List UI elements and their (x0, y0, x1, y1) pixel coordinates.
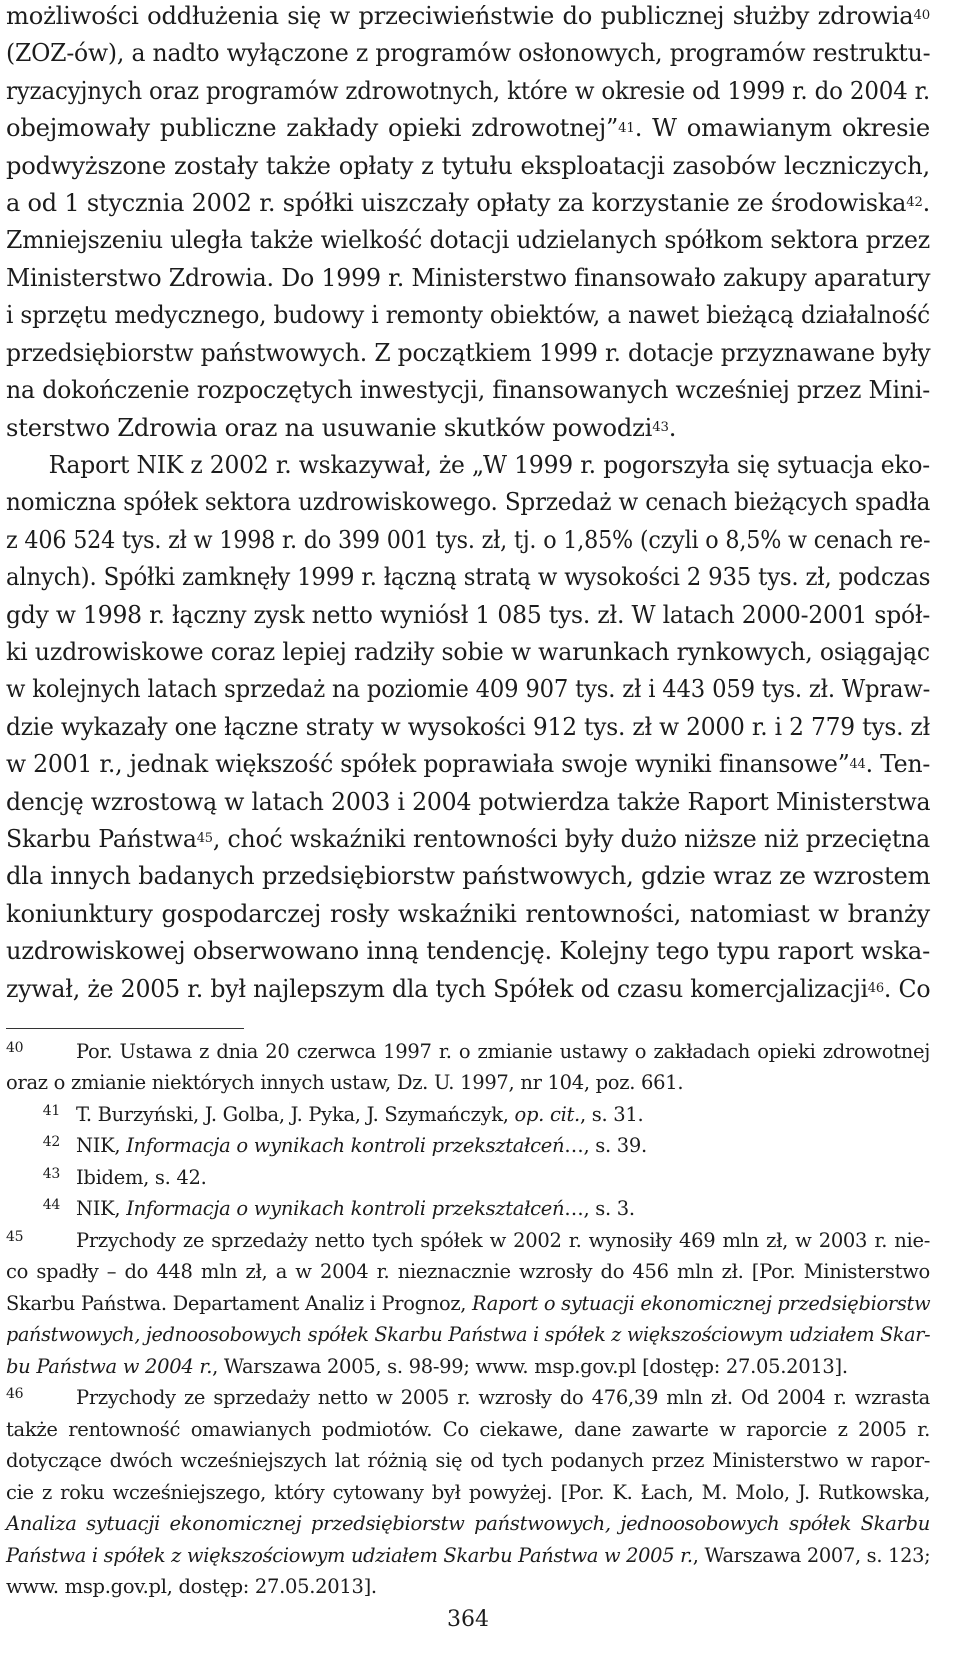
text-line: Skarbu Państwa$^{45}$, choć wskaźniki rentowności były dużo niższe niż przeciętna (6, 825, 931, 853)
footnote-separator (6, 1028, 244, 1029)
footnote-ref-41: 41 (618, 120, 635, 136)
text-line: możliwości oddłużenia się w przeciwieństwie do publicznej służby zdrowia$^{40}$ (6, 2, 930, 30)
footnote-ref-43: 43 (652, 419, 669, 435)
footnote-line: dotyczące dwóch wcześniejszych lat różnią się od tych podanych przez Ministerstwo w rapor- (6, 1449, 930, 1473)
text-line: nomiczna spółek sektora uzdrowiskowego. Sprzedaż w cenach bieżących spadła (6, 488, 931, 517)
footnote-ref-44: 44 (849, 756, 866, 772)
text-line: na dokończenie rozpoczętych inwestycji, finansowanych wcześniej przez Mini- (6, 376, 930, 405)
text-line: zywał, że 2005 r. był najlepszym dla tych Spółek od czasu komercjalizacji$^{46}$. Co (6, 974, 931, 1003)
footnote-45: 45 Przychody ze sprzedaży netto tych spółek w 2002 r. wynosiły 469 mln zł, w 2003 r. nie- (6, 1228, 930, 1252)
footnote-42: 42 NIK, Informacja o wynikach kontroli przekształceń…, s. 39. (42, 1134, 647, 1158)
text-line: Ministerstwo Zdrowia. Do 1999 r. Ministerstwo finansowało zakupy aparatury (6, 263, 931, 292)
text-line: w 2001 r., jednak większość spółek poprawiała swoje wyniki finansowe”$^{44}$. Ten- (6, 750, 931, 779)
footnote-40: 40 Por. Ustawa z dnia 20 czerwca 1997 r. o zmianie ustawy o zakładach opieki zdrowotnej (6, 1039, 930, 1063)
footnote-line: Skarbu Państwa. Departament Analiz i Prognoz, Raport o sytuacji ekonomicznej przedsiębiorstw (6, 1291, 931, 1315)
footnote-line: także rentowność omawianych podmiotów. Co ciekawe, dane zawarte w raporcie z 2005 r. (6, 1417, 930, 1441)
text-line: gdy w 1998 r. łączny zysk netto wyniósł 1 085 tys. zł. W latach 2000-2001 spół- (6, 600, 931, 629)
footnote-line: bu Państwa w 2004 r., Warszawa 2005, s. 98-99; www. msp.gov.pl [dostęp: 27.05.2013]. (6, 1354, 848, 1378)
footnote-ref-46: 46 (867, 981, 884, 997)
footnote-ref-45: 45 (196, 831, 213, 847)
text-line: koniunktury gospodarczej rosły wskaźniki rentowności, natomiast w branży (6, 899, 930, 928)
text-line: Zmniejszeniu uległa także wielkość dotacji udzielanych spółkom sektora przez (6, 226, 930, 255)
text-line: ki uzdrowiskowe coraz lepiej radziły sobie w warunkach rynkowych, osiągając (6, 638, 930, 666)
footnote-46: 46 Przychody ze sprzedaży netto w 2005 r. wzrosły do 476,39 mln zł. Od 2004 r. wzrasta (6, 1386, 930, 1410)
page-number: 364 (447, 1606, 489, 1632)
text-line: sterstwo Zdrowia oraz na usuwanie skutków powodzi$^{43}$. (6, 413, 677, 442)
footnote-line: cie z roku wcześniejszego, który cytowany był powyżej. [Por. K. Łach, M. Molo, J. Rutkowska, (6, 1480, 930, 1504)
text-line: obejmowały publiczne zakłady opieki zdrowotnej”$^{41}$. W omawianym okresie (6, 114, 930, 143)
text-line: (ZOZ-ów), a nadto wyłączone z programów osłonowych, programów restruktu- (6, 39, 931, 68)
text-line: z 406 524 tys. zł w 1998 r. do 399 001 tys. zł, tj. o 1,85% (czyli o 8,5% w cenach re- (6, 525, 931, 554)
text-line: w kolejnych latach sprzedaż na poziomie 409 907 tys. zł i 443 059 tys. zł. Wpraw- (6, 675, 931, 704)
footnote-line: oraz o zmianie niektórych innych ustaw, Dz. U. 1997, nr 104, poz. 661. (6, 1071, 684, 1095)
text-line: dencję wzrostową w latach 2003 i 2004 potwierdza także Raport Ministerstwa (6, 787, 931, 816)
text-line: dla innych badanych przedsiębiorstw państwowych, gdzie wraz ze wzrostem (6, 862, 931, 891)
footnote-line: Analiza sytuacji ekonomicznej przedsiębiorstw państwowych, jednoosobowych spółek Skarbu (6, 1512, 930, 1536)
footnote-43: 43 Ibidem, s. 42. (42, 1165, 207, 1189)
footnote-line: co spadły – do 448 mln zł, a w 2004 r. nieznacznie wzrosły do 456 mln zł. [Por. Ministerstwo (6, 1260, 930, 1284)
footnote-line: Państwa i spółek z większościowym udziałem Skarbu Państwa w 2005 r., Warszawa 2007, s. 123; (6, 1543, 931, 1567)
footnote-41: 41 T. Burzyński, J. Golba, J. Pyka, J. Szymańczyk, op. cit., s. 31. (42, 1102, 644, 1126)
footnote-ref-40: 40 (913, 8, 930, 24)
footnote-line: państwowych, jednoosobowych spółek Skarbu Państwa i spółek z większościowym udziałem Skar- (6, 1323, 931, 1347)
text-line: dzie wykazały one łączne straty w wysokości 912 tys. zł w 2000 r. i 2 779 tys. zł (6, 712, 930, 741)
text-line: przedsiębiorstw państwowych. Z początkiem 1999 r. dotacje przyznawane były (6, 338, 931, 367)
footnote-line: www. msp.gov.pl, dostęp: 27.05.2013]. (6, 1575, 377, 1599)
text-line: Raport NIK z 2002 r. wskazywał, że „W 1999 r. pogorszyła się sytuacja eko- (48, 450, 930, 479)
text-line: uzdrowiskowej obserwowano inną tendencję. Kolejny tego typu raport wska- (6, 937, 931, 966)
text-line: ryzacyjnych oraz programów zdrowotnych, które w okresie od 1999 r. do 2004 r. (6, 76, 931, 105)
text-line: podwyższone zostały także opłaty z tytułu eksploatacji zasobów leczniczych, (6, 151, 930, 180)
footnote-44: 44 NIK, Informacja o wynikach kontroli przekształceń…, s. 3. (42, 1197, 635, 1221)
text-line: i sprzętu medycznego, budowy i remonty obiektów, a nawet bieżącą działalność (6, 301, 931, 330)
text-line: a od 1 stycznia 2002 r. spółki uiszczały opłaty za korzystanie ze środowiska$^{42}$. (6, 189, 931, 217)
footnote-ref-42: 42 (906, 195, 923, 211)
text-line: alnych). Spółki zamknęły 1999 r. łączną stratą w wysokości 2 935 tys. zł, podczas (6, 563, 931, 592)
